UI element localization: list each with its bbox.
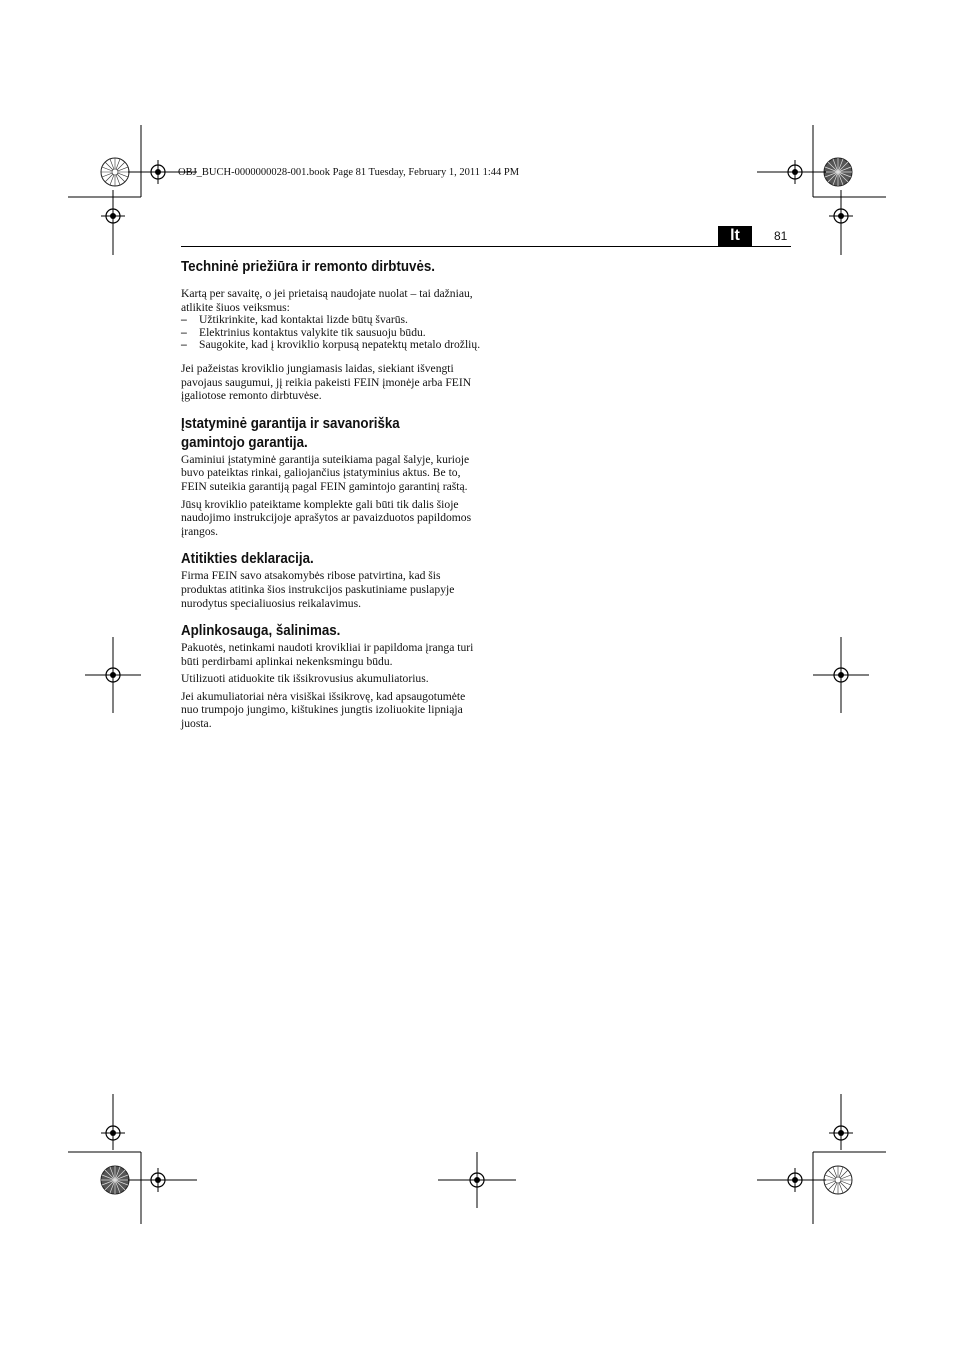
conformity-paragraph: Firma FEIN savo atsakomybės ribose patvirtina, kad šis produktas atitinka šios instrukcijos paskutiniame puslapyje nurodytus specialiuosius reikalavimus. bbox=[181, 569, 455, 610]
header-rule bbox=[181, 246, 791, 247]
section-title-environment: Aplinkosauga, šalinimas. bbox=[181, 623, 341, 640]
section-title-warranty-line1: Įstatyminė garantija ir savanoriška bbox=[181, 415, 400, 432]
list-item: – Užtikrinkite, kad kontaktai lizde būtų švarūs. bbox=[181, 313, 408, 327]
maintenance-intro: Kartą per savaitę, o jei prietaisą naudojate nuolat – tai dažniau, atlikite šiuos veiksmus: bbox=[181, 287, 473, 314]
section-title-warranty-line2: gamintojo garantija. bbox=[181, 434, 308, 451]
environment-paragraph-1: Pakuotės, netinkami naudoti krovikliai ir papildoma įranga turi būti perdirbami aplinkai nekenksmingu būdu. bbox=[181, 641, 474, 668]
warranty-paragraph-2: Jūsų kroviklio pateiktame komplekte gali būti tik dalis šioje naudojimo instrukcijoje aprašytos ar pavaizduotos papildomos įrangos. bbox=[181, 497, 472, 538]
list-item: – Saugokite, kad į kroviklio korpusą nepatektų metalo drožlių. bbox=[181, 338, 481, 352]
list-item: – Elektrinius kontaktus valykite tik sausuoju būdu. bbox=[181, 325, 426, 339]
maintenance-cable-paragraph: Jei pažeistas kroviklio jungiamasis laidas, siekiant išvengti pavojaus saugumui, jį reikia pakeisti FEIN įmonėje arba FEIN įgaliotose remonto dirbtuvėse. bbox=[181, 361, 472, 403]
page-number: 81 bbox=[774, 229, 788, 243]
language-tab: lt bbox=[718, 226, 752, 246]
section-title-conformity: Atitikties deklaracija. bbox=[181, 551, 314, 568]
environment-paragraph-2: Utilizuoti atiduokite tik išsikrovusius akumuliatorius. bbox=[181, 672, 429, 686]
maintenance-list bbox=[181, 314, 481, 352]
main-column bbox=[181, 258, 481, 731]
warranty-paragraph-1: Gaminiui įstatyminė garantija suteikiama pagal šalyje, kurioje buvo pateiktas rinkai, galiojančius įstatyminius aktus. Be to, FEIN suteikia garantiją pagal FEIN gamintojo garantinį raštą. bbox=[181, 452, 470, 493]
print-slug: OBJ_BUCH-0000000028-001.book Page 81 Tuesday, February 1, 2011 1:44 PM bbox=[178, 167, 520, 178]
environment-paragraph-3: Jei akumuliatoriai nėra visiškai išsikrovę, kad apsaugotumėte nuo trumpojo jungimo, kištukines jungtis izoliuokite lipniąja juosta. bbox=[181, 689, 466, 731]
section-title-maintenance: Techninė priežiūra ir remonto dirbtuvės. bbox=[181, 259, 436, 275]
